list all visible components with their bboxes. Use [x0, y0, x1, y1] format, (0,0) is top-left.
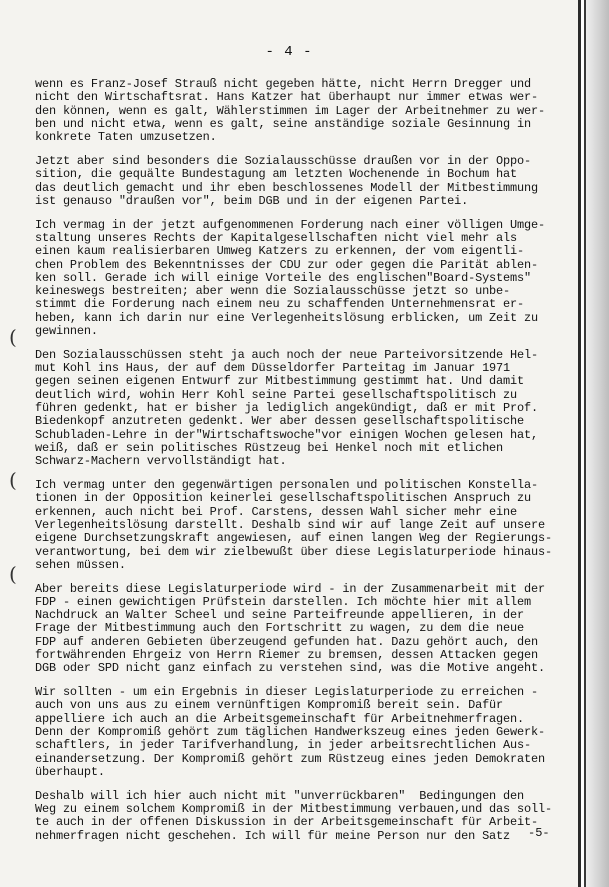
- text-line: erkennen, auch nicht bei Prof. Carstens, dessen Wahl sicher mehr eine: [35, 504, 518, 519]
- text-line: heben, kann ich darin nur eine Verlegenheitslösung erblicken, um Zeit zu: [35, 310, 538, 325]
- text-line: Ich vermag in der jetzt aufgenommenen Forderung nach einer völligen Umge-: [35, 217, 545, 232]
- text-line: DGB oder SPD nicht ganz einfach zu verstehen sind, was die Motive angeht.: [35, 661, 545, 676]
- text-line: ken soll. Gerade ich will einige Vorteile des englischen"Board-Systems": [35, 270, 531, 285]
- text-line: mut Kohl ins Haus, der auf dem Düsseldorfer Parteitag im Januar 1971: [35, 361, 511, 376]
- text-line: einen kaum realisierbaren Umweg Katzers zu erkennen, der vom eigentli-: [35, 244, 524, 259]
- paragraph: [35, 349, 575, 469]
- text-line: einandersetzung. Der Kompromiß gehört zum Rüstzeug eines jeden Demokraten: [35, 751, 545, 766]
- text-line: gewinnen.: [35, 324, 98, 339]
- text-line: Aber bereits diese Legislaturperiode wird - in der Zusammenarbeit mit der: [35, 581, 545, 596]
- text-line: führen gedenkt, hat er bisher ja lediglich angekündigt, daß er mit Prof.: [35, 401, 538, 416]
- text-line: chen Problem des Bekenntnisses der CDU zur oder gegen die Parität ablen-: [35, 257, 538, 272]
- paragraph: [35, 155, 575, 208]
- page-binding-edge: [578, 0, 609, 887]
- text-line: schaftlers, in jeder Tarifverhandlung, in jeder arbeitsrechtlichen Aus-: [35, 738, 531, 753]
- text-line: verantwortung, bei dem wir zielbewußt über diese Legislaturperiode hinaus-: [35, 544, 552, 559]
- text-line: staltung unseres Rechts der Kapitalgesellschaften nicht viel mehr als: [35, 230, 518, 245]
- text-line: FDP auf anderen Gebieten überzeugend gefunden hat. Dazu gehört auch, den: [35, 634, 538, 649]
- text-line: Schubladen-Lehre in der"Wirtschaftswoche"vor einigen Wochen gelesen hat,: [35, 427, 538, 442]
- text-line: Denn der Kompromiß gehört zum täglichen Handwerkszeug eines jeden Gewerk-: [35, 725, 545, 740]
- paragraph: [35, 686, 575, 779]
- text-line: sehen müssen.: [35, 557, 126, 572]
- margin-mark: (: [9, 468, 17, 492]
- text-line: gegen seinen eigenen Entwurf zur Mitbestimmung gestimmt hat. Und damit: [35, 374, 524, 389]
- text-line: weiß, daß er sein politisches Rüstzeug bei Henkel noch mit etlichen: [35, 440, 504, 455]
- paragraph: [35, 78, 575, 144]
- text-line: fortwährenden Ehrgeiz von Herrn Riemer zu bremsen, dessen Attacken gegen: [35, 648, 538, 663]
- margin-mark: (: [9, 325, 17, 349]
- text-line: stimmt die Forderung nach einem neu zu schaffenden Unternehmensrat er-: [35, 297, 524, 312]
- text-line: das deutlich gemacht und ihr eben beschlossenes Modell der Mitbestimmung: [35, 180, 538, 195]
- page-number: - 4 -: [265, 44, 313, 60]
- body-text: [35, 78, 575, 853]
- text-line: konkrete Taten umzusetzen.: [35, 130, 217, 145]
- next-page-marker: -5-: [528, 826, 550, 840]
- text-line: deutlich wird, wohin Herr Kohl seine Partei gesellschaftspolitisch zu: [35, 387, 518, 402]
- margin-mark: (: [9, 562, 17, 586]
- text-line: Verlegenheitslösung darstellt. Deshalb sind wir auf lange Zeit auf unsere: [35, 517, 545, 532]
- text-line: keineswegs bestreiten; aber wenn die Sozialausschüsse jetzt so unbe-: [35, 284, 511, 299]
- text-line: Wir sollten - um ein Ergebnis in dieser Legislaturperiode zu erreichen -: [35, 685, 538, 700]
- text-line: überhaupt.: [35, 764, 105, 779]
- text-line: Nachdruck an Walter Scheel und seine Parteifreunde appellieren, in der: [35, 608, 524, 623]
- text-line: Frage der Mitbestimmung auch den Fortschritt zu wagen, zu dem die neue: [35, 621, 524, 636]
- text-line: tionen in der Opposition keinerlei gesellschaftspolitischen Anspruch zu: [35, 491, 531, 506]
- text-line: Ich vermag unter den gegenwärtigen personalen und politischen Konstella-: [35, 478, 538, 493]
- text-line: Schwarz-Machern vervollständigt hat.: [35, 454, 287, 469]
- text-line: FDP - einen gewichtigen Prüfstein darstellen. Ich möchte hier mit allem: [35, 594, 531, 609]
- paragraph: [35, 219, 575, 339]
- text-line: den können, wenn es galt, Wählerstimmen im Lager der Arbeitnehmer zu wer-: [35, 103, 545, 118]
- text-line: auch von uns aus zu einem vernünftigen Kompromiß bereit sein. Dafür: [35, 698, 504, 713]
- paragraph: [35, 790, 575, 843]
- text-line: Biedenkopf anzutreten gedenkt. Wer aber dessen gesellschaftspolitische: [35, 414, 524, 429]
- text-line: Deshalb will ich hier auch nicht mit "unverrückbaren" Bedingungen den: [35, 788, 524, 803]
- paragraph: [35, 479, 575, 572]
- paragraph: [35, 583, 575, 676]
- text-line: nicht den Wirtschaftsrat. Hans Katzer hat überhaupt nur immer etwas wer-: [35, 90, 538, 105]
- text-line: wenn es Franz-Josef Strauß nicht gegeben hätte, nicht Herrn Dregger und: [35, 77, 531, 91]
- text-line: ben und nicht etwa, wenn es galt, seine anständige soziale Gesinnung in: [35, 116, 531, 131]
- text-line: te auch in der offenen Diskussion in der Arbeitsgemeinschaft für Arbeit-: [35, 815, 538, 830]
- text-line: eigene Durchsetzungskraft angewiesen, auf einen langen Weg der Regierungs-: [35, 531, 552, 546]
- text-line: sition, die gequälte Bundestagung am letzten Wochenende in Bochum hat: [35, 167, 518, 182]
- text-line: Weg zu einem solchem Kompromiß in der Mitbestimmung verbauen,und das soll-: [35, 802, 552, 817]
- text-line: Den Sozialausschüssen steht ja auch noch der neue Parteivorsitzende Hel-: [35, 347, 538, 362]
- text-line: ist genauso "draußen vor", beim DGB und in der eigenen Partei.: [35, 193, 469, 208]
- text-line: appelliere ich auch an die Arbeitsgemeinschaft für Arbeitnehmerfragen.: [35, 711, 524, 726]
- text-line: Jetzt aber sind besonders die Sozialausschüsse draußen vor in der Oppo-: [35, 153, 531, 168]
- text-line: nehmerfragen nicht geschehen. Ich will für meine Person nur den Satz: [35, 828, 511, 843]
